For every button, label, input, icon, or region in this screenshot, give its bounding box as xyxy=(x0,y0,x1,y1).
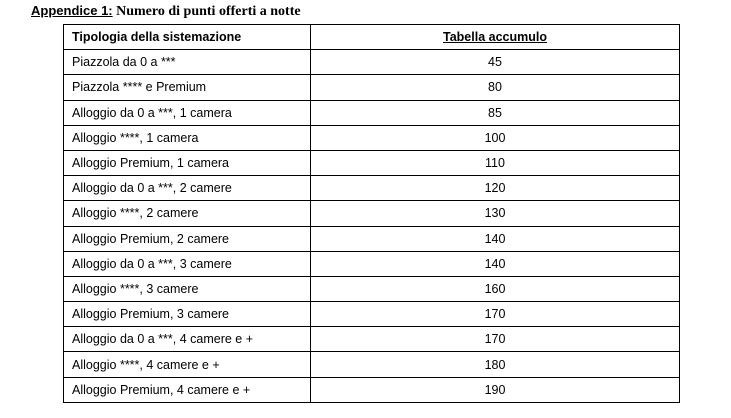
table-row xyxy=(64,302,680,327)
table-row xyxy=(64,176,680,201)
table-row xyxy=(64,75,680,100)
points-cell: 160 xyxy=(311,276,680,301)
table-row xyxy=(64,50,680,75)
table-row xyxy=(64,100,680,125)
points-cell: 170 xyxy=(311,327,680,352)
table-row xyxy=(64,150,680,175)
points-cell: 140 xyxy=(311,226,680,251)
points-cell: 190 xyxy=(311,377,680,402)
accommodation-type-cell: Piazzola da 0 a *** xyxy=(64,50,311,75)
points-cell: 120 xyxy=(311,176,680,201)
table-row xyxy=(64,352,680,377)
accommodation-type-cell: Alloggio ****, 2 camere xyxy=(64,201,311,226)
header-accommodation-type: Tipologia della sistemazione xyxy=(64,25,311,50)
appendix-label: Appendice 1: xyxy=(31,3,113,18)
points-cell: 45 xyxy=(311,50,680,75)
accommodation-type-cell: Alloggio da 0 a ***, 4 camere e + xyxy=(64,327,311,352)
points-cell: 140 xyxy=(311,251,680,276)
appendix-title: Numero di punti offerti a notte xyxy=(112,4,301,19)
points-cell: 130 xyxy=(311,201,680,226)
points-cell: 85 xyxy=(311,100,680,125)
accommodation-type-cell: Piazzola **** e Premium xyxy=(64,75,311,100)
header-points-table: Tabella accumulo xyxy=(311,25,680,50)
accommodation-type-cell: Alloggio Premium, 4 camere e + xyxy=(64,377,311,402)
accommodation-type-cell: Alloggio da 0 a ***, 2 camere xyxy=(64,176,311,201)
table-row xyxy=(64,125,680,150)
table-row xyxy=(64,226,680,251)
table-row xyxy=(64,327,680,352)
table-row xyxy=(64,201,680,226)
accommodation-type-cell: Alloggio da 0 a ***, 3 camere xyxy=(64,251,311,276)
points-cell: 180 xyxy=(311,352,680,377)
table-row xyxy=(64,251,680,276)
accommodation-type-cell: Alloggio Premium, 3 camere xyxy=(64,302,311,327)
appendix-heading xyxy=(31,3,301,20)
points-cell: 80 xyxy=(311,75,680,100)
points-table xyxy=(63,24,680,403)
points-cell: 170 xyxy=(311,302,680,327)
table-row xyxy=(64,377,680,402)
points-cell: 100 xyxy=(311,125,680,150)
accommodation-type-cell: Alloggio ****, 3 camere xyxy=(64,276,311,301)
accommodation-type-cell: Alloggio da 0 a ***, 1 camera xyxy=(64,100,311,125)
accommodation-type-cell: Alloggio ****, 4 camere e + xyxy=(64,352,311,377)
points-cell: 110 xyxy=(311,150,680,175)
accommodation-type-cell: Alloggio Premium, 2 camere xyxy=(64,226,311,251)
table-header-row xyxy=(64,25,680,50)
table-row xyxy=(64,276,680,301)
accommodation-type-cell: Alloggio ****, 1 camera xyxy=(64,125,311,150)
accommodation-type-cell: Alloggio Premium, 1 camera xyxy=(64,150,311,175)
